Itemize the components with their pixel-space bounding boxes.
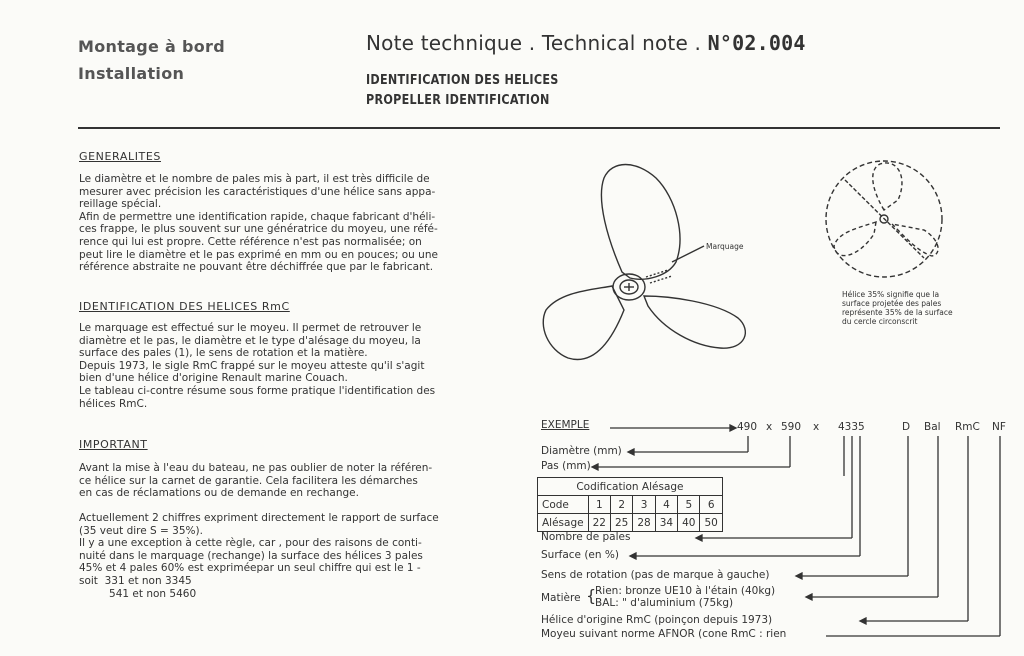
alesage-cell: 40 <box>678 514 700 532</box>
alesage-cell: 50 <box>700 514 722 532</box>
code-cell: 4 <box>655 496 677 514</box>
example-code-nf: NF <box>992 421 1006 433</box>
codification-table <box>537 477 723 532</box>
code-cell: 2 <box>610 496 632 514</box>
example-label: EXEMPLE <box>541 419 590 431</box>
example-code-x2: x <box>813 421 820 433</box>
matiere-options <box>595 585 775 609</box>
alesage-row-label: Alésage <box>538 514 589 532</box>
code-row-label: Code <box>538 496 589 514</box>
subtitle-en: PROPELLER IDENTIFICATION <box>366 92 550 108</box>
codification-title: Codification Alésage <box>538 478 723 496</box>
alesage-cell: 22 <box>588 514 610 532</box>
example-code-4335: 4335 <box>838 421 865 433</box>
circle-caption: Hélice 35% signifie que la surface projetée des pales représente 35% de la surface du cercle circonscrit <box>842 290 953 326</box>
note-number: N°02.004 <box>707 31 806 55</box>
example-code-diameter: 490 <box>737 421 758 433</box>
label-surface: Surface (en %) <box>541 549 619 561</box>
code-cell: 6 <box>700 496 722 514</box>
paragraph-identification: Le marquage est effectué sur le moyeu. Il permet de retrouver le diamètre et le pas, le diamètre et le type d'alésage du moyeu, la surface des pales (1), le sens de rotation et la matière. Depuis 1973, le sigle RmC frappé sur le moyeu atteste qu'il s'agit bien d'une hélice d'origine Renault marine Couach. Le tableau ci-contre résume sous forme pratique l'identification des hélices RmC. <box>79 322 436 410</box>
matiere-bronze: Rien: bronze UE10 à l'étain (40kg) <box>595 585 776 597</box>
code-cell: 3 <box>633 496 655 514</box>
label-pas: Pas (mm) <box>541 460 591 472</box>
label-diametre: Diamètre (mm) <box>541 445 622 457</box>
paragraph-generalites: Le diamètre et le nombre de pales mis à part, il est très difficile de mesurer avec précision les caractéristiques d'une hélice sans appa- reillage spécial. Afin de permettre une identification rapide, chaque fabricant d'héli- ces frappe, le plus souvent sur une génératrice du moyeu, une réfé- rence qui lui est propre. Cette référence n'est pas normalisée; on peut lire le diamètre et le pas exprimé en mm ou en pouces; ou une référence abstraite ne pouvant être déchiffrée que par le fabricant. <box>79 173 438 274</box>
label-nombre-pales: Nombre de pales <box>541 531 631 543</box>
label-moyeu-afnor: Moyeu suivant norme AFNOR (cone RmC : rien <box>541 628 787 640</box>
codification-code-row <box>538 496 723 514</box>
codification-title-row <box>538 478 723 496</box>
example-code-pitch: 590 <box>781 421 802 433</box>
example-code-d: D <box>902 421 911 433</box>
label-sens-rotation: Sens de rotation (pas de marque à gauche) <box>541 569 770 581</box>
section-title-important: IMPORTANT <box>79 438 148 451</box>
paragraph-important-2: Actuellement 2 chiffres expriment directement le rapport de surface (35 veut dire S = 35%). Il y a une exception à cette règle, car , pour des raisons de conti- nuité dans le marquage (rechange) la surface des hélices 3 pales 45% et 4 pales 60% est expriméepar un seul chiffre qui est le 1 - soit 331 et non 3345 541 et non 5460 <box>79 512 439 600</box>
matiere-aluminium: BAL: " d'aluminium (75kg) <box>595 597 734 609</box>
code-cell: 1 <box>588 496 610 514</box>
header-category-fr: Montage à bord <box>78 37 225 56</box>
subtitle-fr: IDENTIFICATION DES HELICES <box>366 72 559 88</box>
matiere-brace: { <box>586 586 597 605</box>
header-category-en: Installation <box>78 64 185 83</box>
codification-alesage-row <box>538 514 723 532</box>
example-code-x1: x <box>766 421 773 433</box>
code-cell: 5 <box>678 496 700 514</box>
example-code-rmc: RmC <box>955 421 980 433</box>
alesage-cell: 25 <box>610 514 632 532</box>
section-title-identification: IDENTIFICATION DES HELICES RmC <box>79 300 290 313</box>
section-title-generalites: GENERALITES <box>79 150 161 163</box>
paragraph-important-1: Avant la mise à l'eau du bateau, ne pas oublier de noter la référen- ce hélice sur la carnet de garantie. Cela facilitera les démarches en cas de réclamations ou de demande en rechange. <box>79 462 433 500</box>
marking-label: Marquage <box>706 242 744 251</box>
label-matiere: Matière <box>541 592 581 604</box>
title-text: Note technique . Technical note . <box>366 31 702 55</box>
alesage-cell: 28 <box>633 514 655 532</box>
label-origine-rmc: Hélice d'origine RmC (poinçon depuis 1973) <box>541 614 773 626</box>
alesage-cell: 34 <box>655 514 677 532</box>
example-code-bal: Bal <box>924 421 941 433</box>
